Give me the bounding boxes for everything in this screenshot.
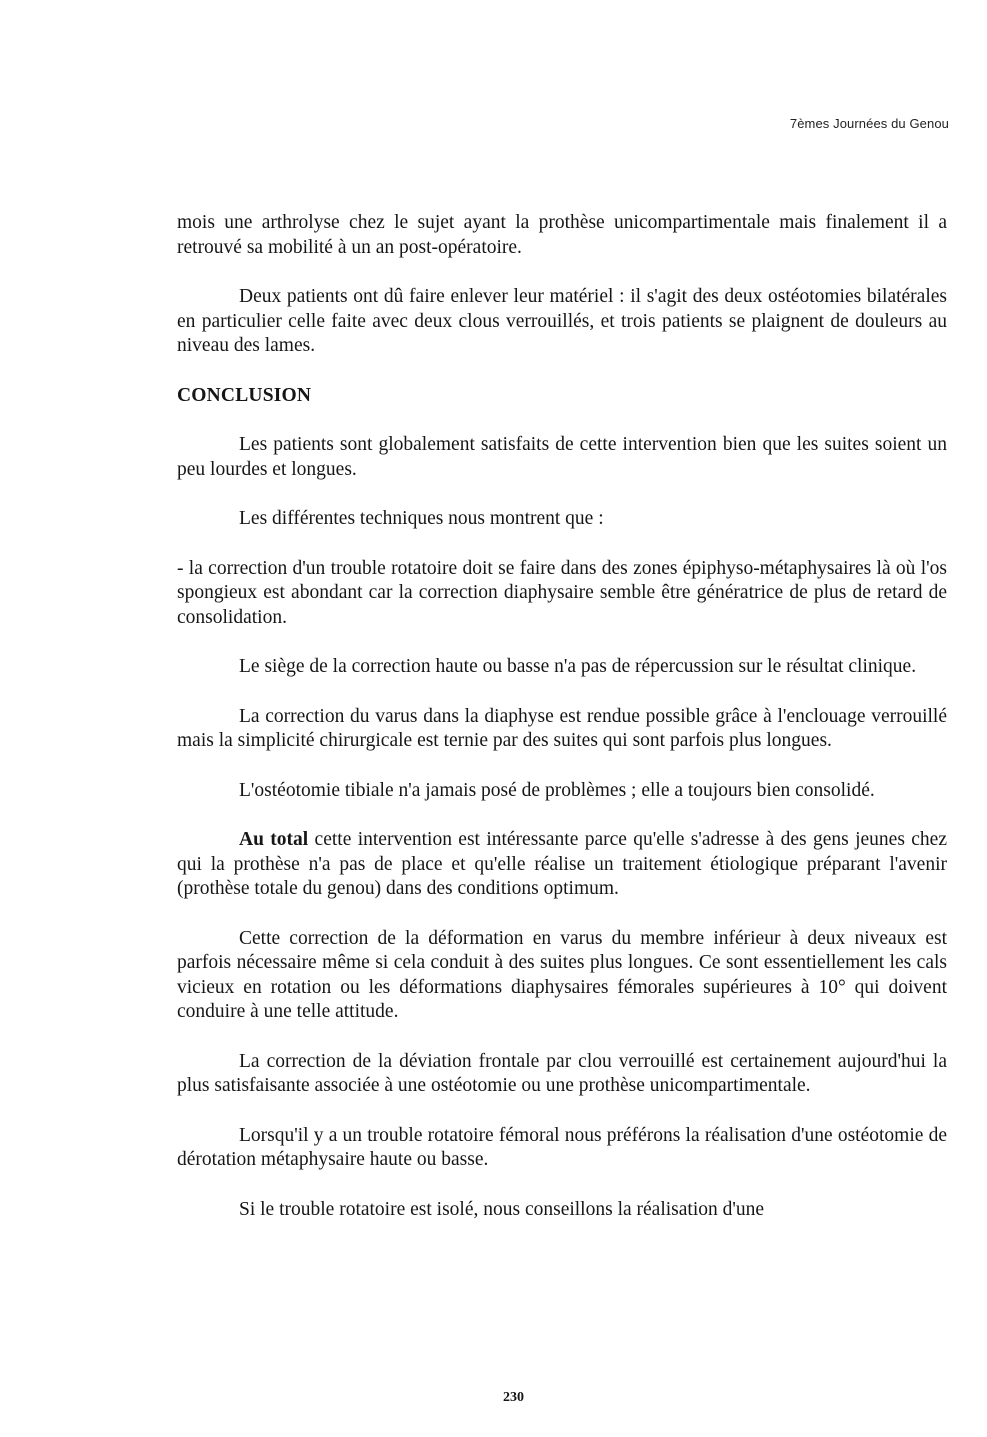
paragraph-3: Les patients sont globalement satisfaits de cette intervention bien que les suites soient un peu lourdes et longues.	[177, 434, 947, 480]
paragraph-7: La correction du varus dans la diaphyse est rendue possible grâce à l'enclouage verrouillé mais la simplicité chirurgicale est ternie par des suites qui sont parfois plus longues.	[177, 705, 947, 751]
paragraph-9	[177, 828, 947, 902]
paragraph-11: La correction de la déviation frontale par clou verrouillé est certainement aujourd'hui la plus satisfaisante associée à une ostéotomie ou une prothèse unicompartimentale.	[177, 1050, 947, 1096]
paragraph-13: Si le trouble rotatoire est isolé, nous conseillons la réalisation d'une	[239, 1198, 765, 1220]
paragraph-2: Deux patients ont dû faire enlever leur matériel : il s'agit des deux ostéotomies bilatérales en particulier celle faite avec deux clous verrouillés, et trois patients se plaignent de douleurs au niveau des lames.	[177, 286, 947, 356]
running-header: 7èmes Journées du Genou	[789, 116, 949, 131]
paragraph-5: - la correction d'un trouble rotatoire doit se faire dans des zones épiphyso-métaphysaires là où l'os spongieux est abondant car la correction diaphysaire semble être génératrice de plus de retard de consolidation.	[177, 557, 947, 628]
paragraph-8: L'ostéotomie tibiale n'a jamais posé de problèmes ; elle a toujours bien consolidé.	[239, 779, 875, 801]
paragraph-6: Le siège de la correction haute ou basse n'a pas de répercussion sur le résultat clinique.	[239, 656, 917, 677]
body-text	[177, 211, 947, 1247]
paragraph-9-text: cette intervention est intéressante parce qu'elle s'adresse à des gens jeunes chez qui la prothèse n'a pas de place et qu'elle réalise un traitement étiologique préparant l'avenir (prothèse totale du genou) dans des conditions optimum.	[177, 829, 947, 899]
paragraph-12: Lorsqu'il y a un trouble rotatoire fémoral nous préférons la réalisation d'une ostéotomie de dérotation métaphysaire haute ou basse.	[177, 1124, 947, 1170]
paragraph-4: Les différentes techniques nous montrent que :	[239, 508, 604, 529]
page-number: 230	[503, 1390, 524, 1405]
section-heading: CONCLUSION	[177, 384, 312, 406]
paragraph-10: Cette correction de la déformation en varus du membre inférieur à deux niveaux est parfois nécessaire même si cela conduit à des suites plus longues. Ce sont essentiellement les cals vicieux en rotation ou les déformations diaphysaires fémorales supérieures à 10° qui doivent conduire à une telle attitude.	[177, 927, 947, 1022]
paragraph-1: mois une arthrolyse chez le sujet ayant la prothèse unicompartimentale mais finalement il a retrouvé sa mobilité à un an post-opératoire.	[177, 212, 947, 258]
au-total-label: Au total	[239, 829, 309, 850]
